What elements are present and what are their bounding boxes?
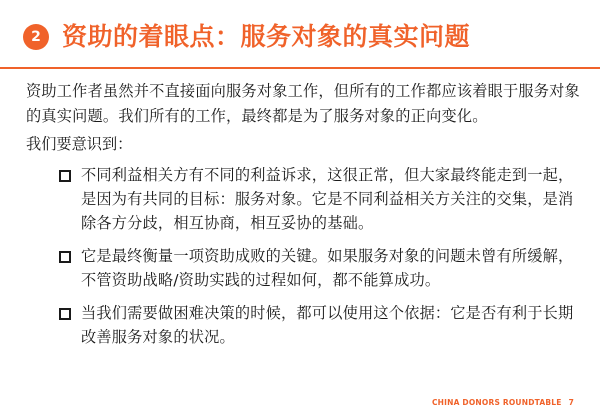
bullet-list — [59, 163, 584, 358]
page-number: 7 — [568, 398, 574, 407]
slide-title: 资助的着眼点：服务对象的真实问题 — [62, 22, 471, 51]
slide-footer — [432, 398, 574, 407]
list-item — [59, 301, 584, 349]
bullet-text: 它是最终衡量一项资助成败的关键。如果服务对象的问题未曾有所缓解，不管资助战略/资助实践的过程如何，都不能算成功。 — [81, 247, 574, 289]
intro-paragraph: 资助工作者虽然并不直接面向服务对象工作，但所有的工作都应该着眼于服务对象的真实问题。我们所有的工作，最终都是为了服务对象的正向变化。 — [26, 82, 580, 125]
bullet-text: 当我们需要做困难决策的时候，都可以使用这个依据：它是否有利于长期改善服务对象的状况。 — [81, 304, 574, 346]
list-item — [59, 244, 584, 292]
bullet-text: 不同利益相关方有不同的利益诉求，这很正常，但大家最终能走到一起，是因为有共同的目标：服务对象。它是不同利益相关方关注的交集，是消除各方分歧，相互协商，相互妥协的基础。 — [81, 166, 574, 232]
square-bullet-icon — [59, 251, 71, 263]
title-divider — [0, 67, 600, 69]
footer-brand: CHINA DONORS ROUNDTABLE — [431, 398, 562, 407]
square-bullet-icon — [59, 308, 71, 320]
section-number-badge: 2 — [23, 24, 49, 50]
lead-text: 我们要意识到： — [26, 135, 133, 153]
list-item — [59, 163, 584, 235]
slide-header — [0, 0, 600, 66]
square-bullet-icon — [59, 170, 71, 182]
